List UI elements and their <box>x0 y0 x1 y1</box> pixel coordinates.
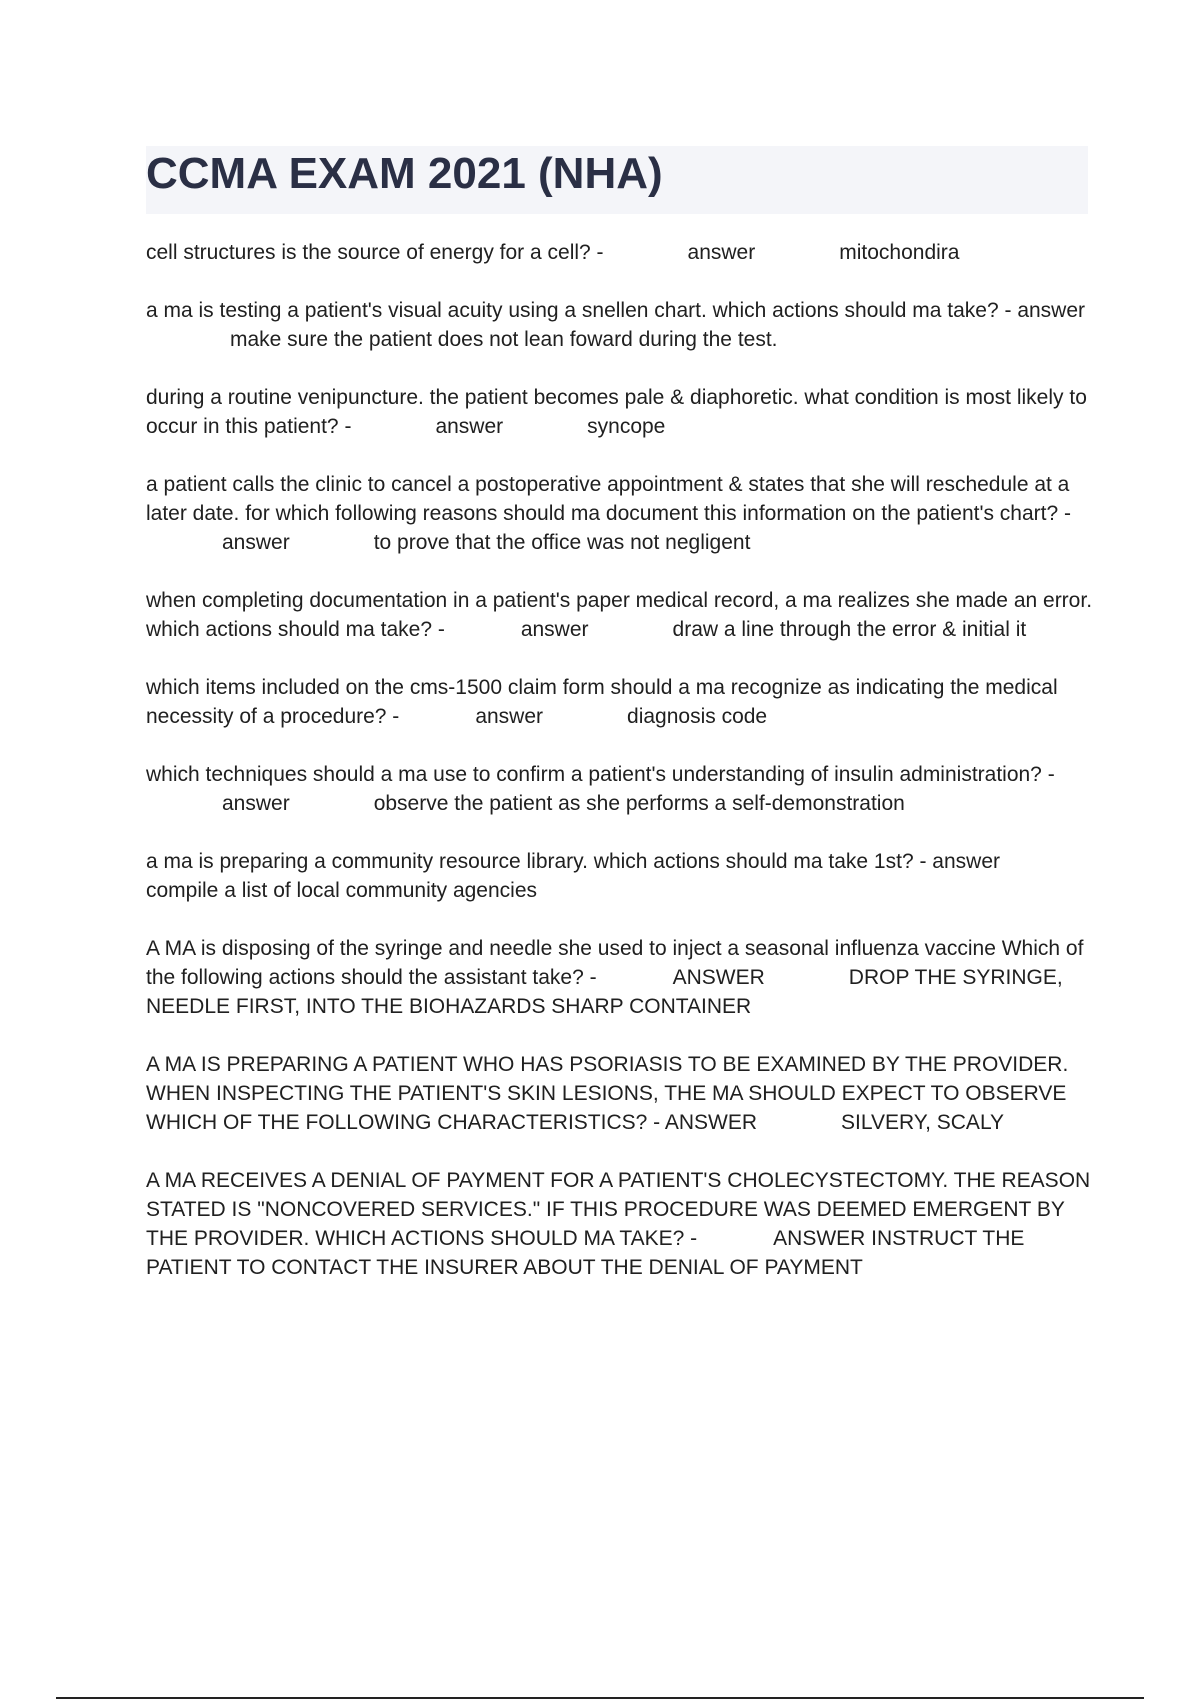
answer-label: answer <box>1017 299 1086 322</box>
answer-text: to prove that the office was not negligent <box>373 531 751 554</box>
question-text: during a routine venipuncture. the patient becomes pale & diaphoretic. what condition is most likely to occur in this patient? - <box>146 386 1087 438</box>
qa-item <box>146 934 1096 1021</box>
question-text: A MA RECEIVES A DENIAL OF PAYMENT FOR A PATIENT'S CHOLECYSTECTOMY. THE REASON STATED IS "NONCOVERED SERVICES." IF THIS PROCEDURE WAS DEEMED EMERGENT BY THE PROVIDER. WHICH ACTIONS SHOULD MA TAKE? - <box>146 1169 1091 1250</box>
qa-item <box>146 760 1096 818</box>
answer-text: draw a line through the error & initial it <box>672 618 1027 641</box>
qa-item <box>146 383 1096 441</box>
question-text: cell structures is the source of energy for a cell? - <box>146 241 604 264</box>
answer-label: answer <box>222 792 290 815</box>
answer-text: SILVERY, SCALY <box>841 1111 1005 1134</box>
document-title: CCMA EXAM 2021 (NHA) <box>146 149 663 198</box>
question-text: which techniques should a ma use to confirm a patient's understanding of insulin administration? - <box>146 763 1055 786</box>
answer-label: answer <box>932 850 1000 873</box>
answer-label: answer <box>222 531 290 554</box>
answer-text: compile a list of local community agencies <box>146 879 538 902</box>
answer-text: syncope <box>587 415 666 438</box>
question-text: a ma is preparing a community resource library. which actions should ma take 1st? - <box>146 850 927 873</box>
answer-text: mitochondira <box>839 241 960 264</box>
answer-text: INSTRUCT THE PATIENT TO CONTACT THE INSURER ABOUT THE DENIAL OF PAYMENT <box>146 1227 1025 1279</box>
answer-label: answer <box>520 618 589 641</box>
answer-label: answer <box>687 241 756 264</box>
qa-item <box>146 673 1096 731</box>
answer-text: make sure the patient does not lean foward during the test. <box>230 328 778 351</box>
answer-label: ANSWER <box>773 1227 866 1250</box>
answer-text: observe the patient as she performs a self-demonstration <box>373 792 905 815</box>
question-text: when completing documentation in a patient's paper medical record, a ma realizes she made an error. which actions should ma take? - <box>146 589 1093 641</box>
answer-label: answer <box>475 705 544 728</box>
qa-list <box>146 238 1096 1311</box>
footer-divider <box>56 1697 1144 1699</box>
qa-item <box>146 238 1096 267</box>
qa-item <box>146 586 1096 644</box>
qa-item <box>146 470 1096 557</box>
question-text: a ma is testing a patient's visual acuity using a snellen chart. which actions should ma take? - <box>146 299 1012 322</box>
question-text: A MA IS PREPARING A PATIENT WHO HAS PSORIASIS TO BE EXAMINED BY THE PROVIDER. WHEN INSPECTING THE PATIENT'S SKIN LESIONS, THE MA SHOULD EXPECT TO OBSERVE WHICH OF THE FOLLOWING CHARACTERISTICS? - <box>146 1053 1069 1134</box>
answer-text: DROP THE SYRINGE, NEEDLE FIRST, INTO THE BIOHAZARDS SHARP CONTAINER <box>146 966 1063 1018</box>
question-text: which items included on the cms-1500 claim form should a ma recognize as indicating the medical necessity of a procedure? - <box>146 676 1058 728</box>
qa-item <box>146 296 1096 354</box>
answer-label: ANSWER <box>664 1111 758 1134</box>
qa-item <box>146 1050 1096 1137</box>
answer-label: ANSWER <box>672 966 765 989</box>
question-text: A MA is disposing of the syringe and needle she used to inject a seasonal influenza vaccine Which of the following actions should the assistant take? - <box>146 937 1084 989</box>
question-text: a patient calls the clinic to cancel a postoperative appointment & states that she will reschedule at a later date. for which following reasons should ma document this information on the patient's chart? - <box>146 473 1072 525</box>
qa-item <box>146 847 1096 905</box>
answer-label: answer <box>435 415 504 438</box>
qa-item <box>146 1166 1096 1282</box>
answer-text: diagnosis code <box>627 705 768 728</box>
